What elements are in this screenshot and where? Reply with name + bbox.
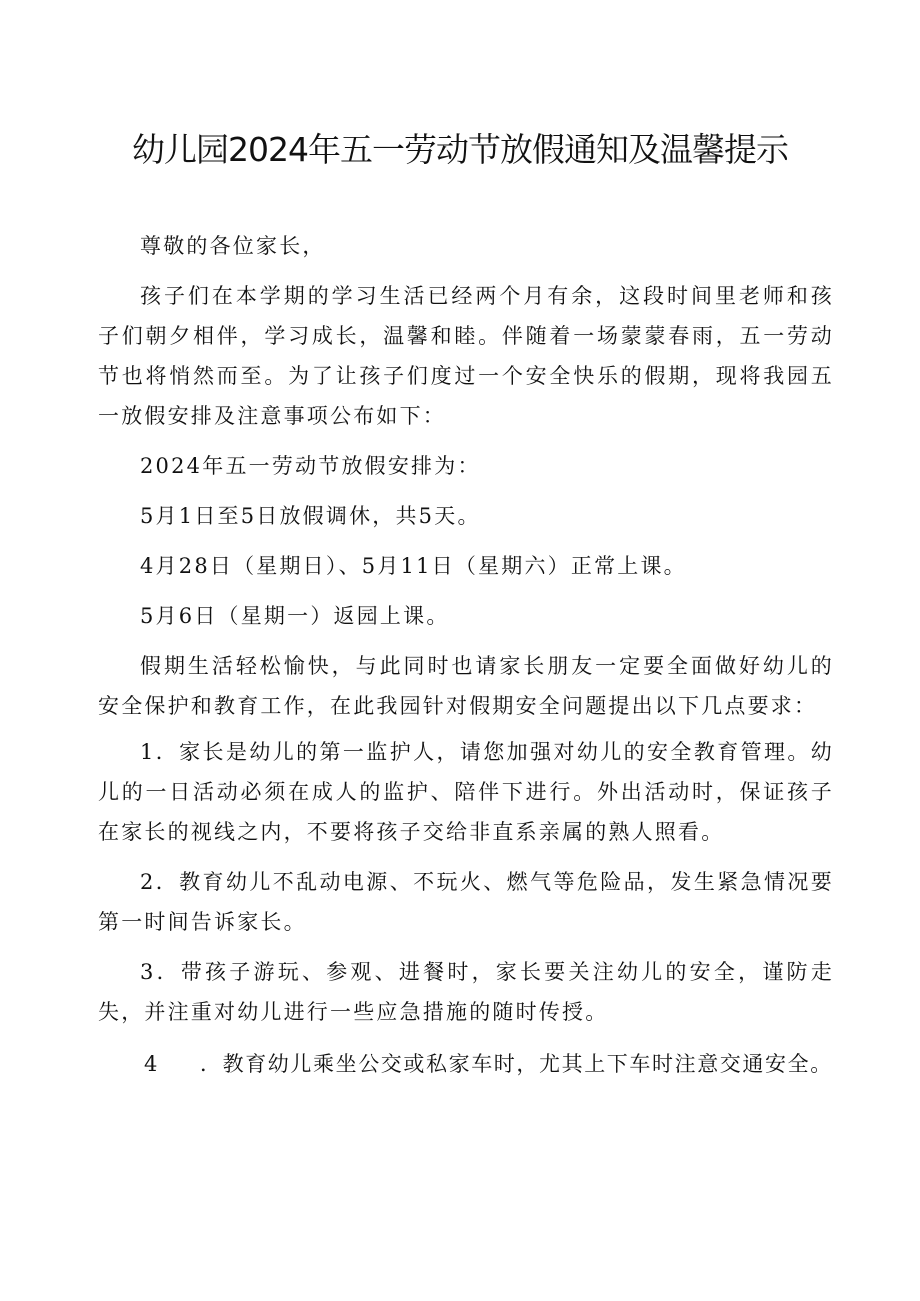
safety-item: 2．教育幼儿不乱动电源、不玩火、燃气等危险品，发生紧急情况要第一时间告诉家长。 bbox=[98, 870, 834, 934]
safety-intro-paragraph: 假期生活轻松愉快，与此同时也请家长朋友一定要全面做好幼儿的安全保护和教育工作，在此我园针对假期安全问题提出以下几点要求： bbox=[98, 654, 834, 718]
greeting: 尊敬的各位家长， bbox=[140, 234, 326, 258]
intro-paragraph: 孩子们在本学期的学习生活已经两个月有余，这段时间里老师和孩子们朝夕相伴，学习成长，温馨和睦。伴随着一场蒙蒙春雨，五一劳动节也将悄然而至。为了让孩子们度过一个安全快乐的假期，现将我园五一放假安排及注意事项公布如下： bbox=[98, 284, 834, 428]
safety-item bbox=[98, 1044, 834, 1084]
schedule-item: 5月1日至5日放假调休，共5天。 bbox=[140, 504, 481, 528]
document-body bbox=[98, 226, 834, 1084]
safety-item-text: ．教育幼儿乘坐公交或私家车时，尤其上下车时注意交通安全。 bbox=[200, 1052, 833, 1076]
safety-item-number: 4 bbox=[144, 1052, 159, 1076]
safety-item: 1．家长是幼儿的第一监护人，请您加强对幼儿的安全教育管理。幼儿的一日活动必须在成人的监护、陪伴下进行。外出活动时，保证孩子在家长的视线之内，不要将孩子交给非直系亲属的熟人照看。 bbox=[98, 740, 834, 844]
schedule-item: 4月28日（星期日）、5月11日（星期六）正常上课。 bbox=[140, 554, 687, 578]
safety-item: 3．带孩子游玩、参观、进餐时，家长要关注幼儿的安全，谨防走失，并注重对幼儿进行一些应急措施的随时传授。 bbox=[98, 960, 834, 1024]
document-title: 幼儿园2024年五一劳动节放假通知及温馨提示 bbox=[132, 130, 788, 169]
schedule-item: 5月6日（星期一）返园上课。 bbox=[140, 604, 450, 628]
schedule-heading: 2024年五一劳动节放假安排为： bbox=[140, 454, 481, 478]
